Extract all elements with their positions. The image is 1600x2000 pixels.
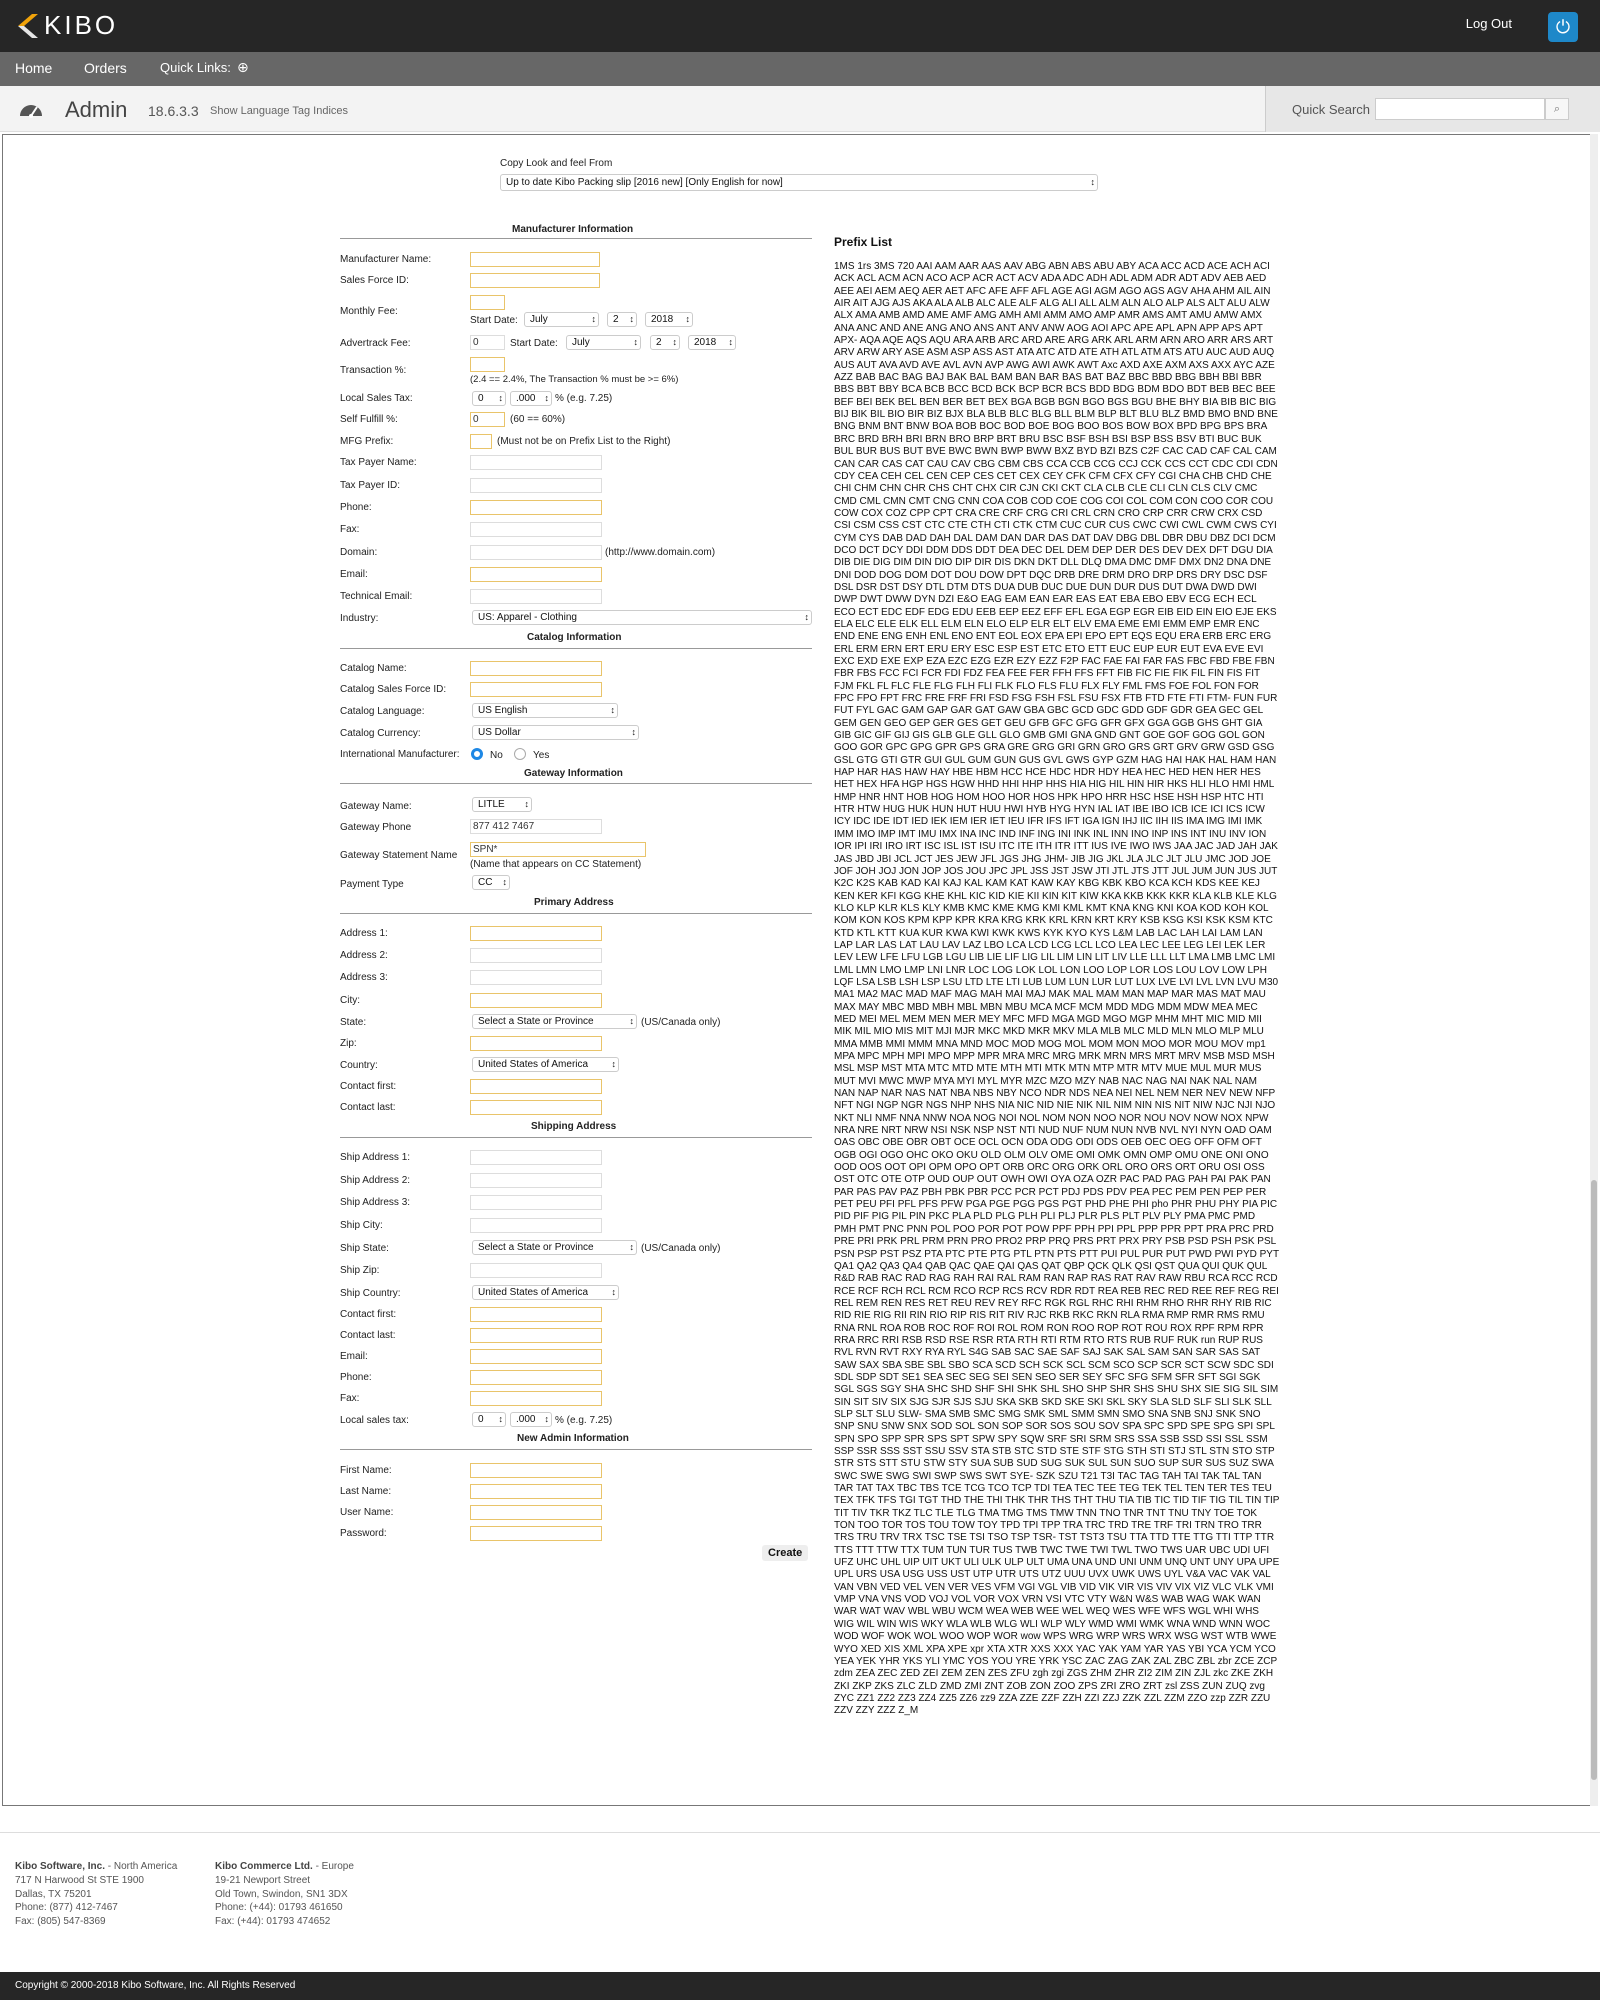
nav-home[interactable]: Home xyxy=(15,60,53,76)
na-address2: Dallas, TX 75201 xyxy=(15,1888,92,1900)
ship-city-input[interactable] xyxy=(470,1218,602,1233)
sales-force-id-input[interactable] xyxy=(470,273,600,288)
ship-address2-input[interactable] xyxy=(470,1173,602,1188)
transaction-input[interactable] xyxy=(470,357,505,372)
first-name-label: First Name: xyxy=(340,1465,392,1476)
transaction-note: (2.4 == 2.4%, The Transaction % must be >= 6%) xyxy=(470,374,679,385)
na-region: - North America xyxy=(105,1861,178,1872)
nav-bar xyxy=(0,52,1600,86)
tax-example-note: % (e.g. 7.25) xyxy=(555,393,613,404)
address3-label: Address 3: xyxy=(340,972,388,983)
gateway-phone-value: 877 412 7467 xyxy=(473,821,535,832)
tax-integer-select[interactable]: 0 ↕ xyxy=(472,391,506,406)
eu-fax: Fax: (+44): 01793 474652 xyxy=(215,1916,331,1928)
address1-label: Address 1: xyxy=(340,928,388,939)
intl-yes-label: Yes xyxy=(533,750,550,761)
gateway-statement-value: SPN* xyxy=(473,844,498,855)
footer-divider xyxy=(0,1832,1600,1833)
power-icon[interactable]: ⏻ xyxy=(1548,12,1578,42)
tax-payer-id-label: Tax Payer ID: xyxy=(340,480,401,491)
gateway-statement-label: Gateway Statement Name xyxy=(340,850,458,861)
email2-input[interactable] xyxy=(470,1349,602,1364)
gateway-phone-label: Gateway Phone xyxy=(340,822,412,833)
copy-look-label: Copy Look and feel From xyxy=(500,158,613,169)
eu-region: - Europe xyxy=(312,1861,354,1872)
address2-input[interactable] xyxy=(470,948,602,963)
section-new-admin: New Admin Information xyxy=(517,1433,629,1444)
ship-country-select[interactable]: United States of America ↕ xyxy=(472,1285,619,1300)
dashboard-gauge-icon xyxy=(18,98,44,120)
ship-tax-decimal-select[interactable]: .000 ↕ xyxy=(510,1412,552,1427)
last-name-label: Last Name: xyxy=(340,1486,392,1497)
kibo-logo[interactable] xyxy=(14,10,118,41)
divider xyxy=(340,1449,812,1450)
na-address1: 717 N Harwood St STE 1900 xyxy=(15,1874,144,1886)
first-name-input[interactable] xyxy=(470,1463,602,1478)
state-select[interactable]: Select a State or Province ↕ xyxy=(472,1014,637,1029)
catalog-sf-id-input[interactable] xyxy=(470,682,602,697)
monthly-fee-input[interactable] xyxy=(470,295,505,310)
divider xyxy=(340,783,812,784)
zip-label: Zip: xyxy=(340,1038,357,1049)
tax-payer-name-label: Tax Payer Name: xyxy=(340,457,417,468)
ship-address2-label: Ship Address 2: xyxy=(340,1175,411,1186)
address1-input[interactable] xyxy=(470,926,602,941)
prefix-list-title: Prefix List xyxy=(834,235,893,249)
ship-contact-first-label: Contact first: xyxy=(340,1309,397,1320)
address2-label: Address 2: xyxy=(340,950,388,961)
intl-yes-radio[interactable] xyxy=(514,748,526,760)
advertrack-month-select[interactable]: July ↕ xyxy=(566,335,641,350)
technical-email-label: Technical Email: xyxy=(340,591,413,602)
tax-decimal-select[interactable]: .000 ↕ xyxy=(510,391,552,406)
manufacturer-name-label: Manufacturer Name: xyxy=(340,254,432,265)
ship-contact-first-input[interactable] xyxy=(470,1307,602,1322)
transaction-label: Transaction %: xyxy=(340,365,407,376)
zip-input[interactable] xyxy=(470,1036,602,1051)
ship-zip-label: Ship Zip: xyxy=(340,1265,380,1276)
catalog-currency-label: Catalog Currency: xyxy=(340,728,421,739)
footer-north-america xyxy=(15,1860,177,1929)
fax-input[interactable] xyxy=(470,522,602,537)
password-label: Password: xyxy=(340,1528,387,1539)
user-name-label: User Name: xyxy=(340,1507,394,1518)
intl-manufacturer-label: International Manufacturer: xyxy=(340,749,460,760)
advertrack-day-select[interactable]: 2 ↕ xyxy=(650,335,680,350)
nav-quick-links[interactable]: Quick Links: xyxy=(160,60,231,75)
catalog-language-label: Catalog Language: xyxy=(340,706,425,717)
domain-input[interactable] xyxy=(470,545,602,560)
gateway-name-label: Gateway Name: xyxy=(340,801,412,812)
tax-payer-name-input[interactable] xyxy=(470,455,602,470)
user-name-input[interactable] xyxy=(470,1505,602,1520)
state-note: (US/Canada only) xyxy=(641,1017,721,1028)
quick-search-input[interactable] xyxy=(1375,98,1545,120)
catalog-name-input[interactable] xyxy=(470,661,602,676)
divider xyxy=(340,238,812,239)
state-label: State: xyxy=(340,1017,367,1028)
contact-first-label: Contact first: xyxy=(340,1081,397,1092)
ship-tax-integer-select[interactable]: 0 ↕ xyxy=(472,1412,506,1427)
eu-address1: 19-21 Newport Street xyxy=(215,1874,311,1886)
fax2-label: Fax: xyxy=(340,1393,360,1404)
section-catalog: Catalog Information xyxy=(527,632,622,643)
divider xyxy=(340,1137,812,1138)
self-fulfill-label: Self Fulfill %: xyxy=(340,414,398,425)
sales-force-id-label: Sales Force ID: xyxy=(340,275,409,286)
ship-state-select[interactable]: Select a State or Province ↕ xyxy=(472,1240,637,1255)
version-label: 18.6.3.3 xyxy=(148,103,199,119)
email2-label: Email: xyxy=(340,1351,368,1362)
password-input[interactable] xyxy=(470,1526,602,1541)
industry-label: Industry: xyxy=(340,613,379,624)
email-label: Email: xyxy=(340,569,368,580)
monthly-year-select[interactable]: 2018 ↕ xyxy=(645,312,693,327)
ship-tax-example-note: % (e.g. 7.25) xyxy=(555,1415,613,1426)
advertrack-fee-input[interactable] xyxy=(470,335,505,350)
gateway-name-select[interactable]: LITLE ↕ xyxy=(472,797,532,812)
city-label: City: xyxy=(340,995,360,1006)
catalog-name-label: Catalog Name: xyxy=(340,663,407,674)
manufacturer-name-input[interactable] xyxy=(470,252,600,267)
add-icon[interactable]: ⊕ xyxy=(237,59,249,75)
section-gateway: Gateway Information xyxy=(524,768,623,779)
intl-no-label: No xyxy=(490,750,503,761)
start-date-label: Start Date: xyxy=(470,315,518,326)
phone-label: Phone: xyxy=(340,502,372,513)
mfg-prefix-input[interactable] xyxy=(470,434,492,449)
section-manufacturer: Manufacturer Information xyxy=(512,224,634,235)
language-tag-link[interactable]: Show Language Tag Indices xyxy=(210,105,349,117)
ship-address1-label: Ship Address 1: xyxy=(340,1152,411,1163)
ship-state-note: (US/Canada only) xyxy=(641,1243,721,1254)
monthly-fee-label: Monthly Fee: xyxy=(340,306,398,317)
technical-email-input[interactable] xyxy=(470,589,602,604)
ship-zip-input[interactable] xyxy=(470,1263,602,1278)
divider xyxy=(340,913,812,914)
payment-type-label: Payment Type xyxy=(340,879,404,890)
ship-address1-input[interactable] xyxy=(470,1150,602,1165)
gateway-statement-input[interactable] xyxy=(470,842,646,857)
ship-contact-last-label: Contact last: xyxy=(340,1330,396,1341)
logout-link[interactable]: Log Out xyxy=(1465,16,1512,31)
phone2-input[interactable] xyxy=(470,1370,602,1385)
self-fulfill-note: (60 == 60%) xyxy=(510,414,566,425)
ship-address3-input[interactable] xyxy=(470,1195,602,1210)
local-sales-tax-label: Local Sales Tax: xyxy=(340,393,413,404)
eu-company: Kibo Commerce Ltd. xyxy=(215,1861,313,1872)
city-input[interactable] xyxy=(470,993,602,1008)
tax-payer-id-input[interactable] xyxy=(470,478,602,493)
nav-orders[interactable]: Orders xyxy=(84,60,127,76)
industry-select[interactable]: US: Apparel - Clothing ↕ xyxy=(472,610,812,625)
create-button[interactable]: Create xyxy=(762,1545,808,1561)
country-label: Country: xyxy=(340,1060,378,1071)
ship-city-label: Ship City: xyxy=(340,1220,383,1231)
prefix-list-text: 1MS 1rs 3MS 720 AAI AAM AAR AAS AAV ABG ABN ABS ABU ABY ACA ACC ACD ACE ACH ACI ACK ACL ACM ACN ACO ACP ACR ACT ACV ADA ADC ADH ADL ADM ADR ADT ADV AEB AED AEE AEI AEM AEQ AER AET AFC AFE AFF AFL AGE AGI AGM AGO AGS AGV AHA AHM AIL AIN AIR AIT AJG AJS AKA ALA ALB ALC ALE ALF ALG ALI ALL ALM ALN ALO ALP ALS ALT ALU ALW ALX AMA AMB AMD AME AMF AMG AMH AMI AMM AMO AMP AMR AMS AMT AMU AMW AMX ANA ANC AND ANE ANG ANO ANS ANT ANV ANW AOG AOI APC APE APL APN APP APS APT APX- AQA AQE AQS AQU ARA ARB ARC ARD ARE ARG ARK ARL ARM ARN ARO ARR ARS ART ARV ARW ARY ASE ASM ASP ASS AST ATA ATC ATD ATE ATH ATL ATM ATS ATU AUC AUD AUQ AUS AUT AVA AVD AVE AVL AVN AVP AWG AWI AWK AWT Axc AXD AXE AXM AXS AXX AYC AZE AZZ BAB BAC BAG BAJ BAK BAL BAM BAN BAR BAS BAT BAZ BBC BBD BBG BBH BBI BBR BBS BBT BBY BCA BCB BCC BCD BCK BCP BCR BCS BDD BDG BDM BDO BDT BEB BEC BEE BEF BEI BEK BEL BEN BER BET BEX BGA BGB BGN BGO BGS BGU BHE BHY BIA BIB BIC BIG BIJ BIK BIL BIO BIR BIZ BJX BLA BLB BLC BLG BLL BLM BLP BLT BLU BLZ BMD BMO BND BNE BNG BNM BNT BNW BOA BOB BOC BOD BOE BOG BOO BOS BOW BOX BPD BPG BPS BRA BRC BRD BRH BRI BRN BRO BRP BRT BRU BSC BSF BSH BSI BSP BSS BSV BTI BUC BUK BUL BUR BUS BUT BVE BWC BWN BWP BWW BXZ BYD BZI BZS C2F CAC CAD CAF CAL CAM CAN CAR CAS CAT CAU CAV CBG CBM CBS CCA CCB CCG CCJ CCK CCS CCT CDC CDI CDN CDY CEA CEH CEL CEN CEP CES CET CEX CEY CFK CFM CFX CFY CGI CHA CHB CHD CHE CHI CHM CHN CHR CHS CHT CHX CIR CJN CKI CKT CLA CLB CLE CLI CLN CLS CLV CMC CMD CML CMN CMT CNG CNN COA COB COD COE COG COI COL COM CON COO COR COU COW COX COZ CPP CPT CRA CRE CRF CRG CRI CRL CRN CRO CRP CRR CRW CRX CSD CSI CSM CSS CST CTC CTE CTH CTI CTK CTM CUC CUR CUS CWC CWI CWL CWM CWS CYI CYM CYS DAB DAD DAH DAL DAM DAN DAR DAS DAT DAV DBG DBL DBR DBU DBZ DCI DCM DCO DCT DCY DDI DDM DDS DDT DEA DEC DEL DEM DEP DER DES DEV DEX DFT DGU DIA DIB DIE DIG DIM DIN DIO DIP DIR DIS DKN DKT DLL DLQ DMA DMC DMF DMX DN2 DNA DNE DNI DOD DOG DOM DOT DOU DOW DPT DQC DRB DRE DRM DRO DRP DRS DRY DSC DSF DSL DSR DST DSY DTL DTM DTS DUA DUB DUC DUE DUN DUR DUS DUT DWA DWD DWI DWP DWT DWW DYN DZI E&O EAG EAM EAN EAR EAS EAT EBA EBO EBV ECG ECH ECL ECO ECT EDC EDF EDG EDU EEB EEP EEZ EFF EFL EGA EGP EGR EIB EID EIN EIO EJE EKS ELA ELC ELE ELK ELL ELM ELN ELO ELP ELR ELT ELV EMA EME EMI EMM EMP EMR ENC END ENE ENG ENH ENL ENO ENT EOL EOX EPA EPI EPO EPT EQS EQU ERA ERB ERC ERG ERL ERM ERN ERT ERU ERY ESC ESP EST ETC ETO ETT EUC EUP EUR EUT EVA EVE EVI EXC EXD EXE EXP EZA EZC EZG EZR EZY EZZ F2P FAC FAE FAI FAR FAS FBC FBD FBE FBN FBR FBS FCC FCI FCR FDI FDZ FEA FEE FER FFH FFS FFT FIB FIC FIE FIK FIL FIN FIS FIT FJM FKL FL FLC FLE FLG FLH FLI FLK FLO FLS FLU FLX FLY FML FMS FOE FOL FON FOR FPC FPO FPT FRC FRE FRF FRI FSD FSG FSH FSL FSU FSX FTB FTD FTE FTI FTM- FUN FUR FUT FYL GAC GAM GAP GAR GAT GAW GBA GBC GCD GDC GDD GDF GDR GEA GEC GEL GEM GEN GEO GEP GER GES GET GEU GFB GFC GFG GFR GFX GGA GGB GHS GHT GIA GIB GIC GIF GIJ GIS GLB GLE GLL GLO GMB GMI GNA GND GNT GOE GOF GOG GOL GON GOO GOR GPC GPG GPR GPS GRA GRE GRG GRI GRN GRO GRS GRT GRV GRW GSD GSG GSL GTG GTI GTR GUI GUL GUM GUN GUS GVL GWS GYP GZM HAG HAI HAK HAL HAM HAN HAP HAR HAS HAW HAY HBE HBM HCC HCE HDC HDR HDY HEA HEC HED HEN HER HES HET HEX HFA HGP HGS HGW HHD HHI HHP HHS HIA HIG HIL HIN HIR HKS HLI HLO HMI HML HMP HNR HNT HOB HOG HOM HOO HOR HOS HPK HPO HRR HSC HSE HSH HSP HTC HTI HTR HTW HUG HUK HUN HUT HUU HWI HYB HYG HYN IAL IAT IBE IBO ICB ICE ICI ICS ICW ICY IDC IDE IDT IED IEK IEM IER IET IEU IFR IFS IFT IGA IGN IHJ IIC IIH IIS IMA IMG IMI IMK IMM IMO IMP IMT IMU IMX INA INC IND INF ING INI INK INL INN INO INP INS INT INU INV ION IOR IPI IRI IRO IRT ISC ISL IST ISU ITC ITE ITH ITR ITT IUS IVE IWO IWS JAA JAC JAD JAH JAK JAS JBD JBI JCL JCT JES JEW JFL JGS JHG JHM- JIB JIG JKL JLA JLC JLT JLU JMC JOD JOE JOF JOH JOJ JON JOP JOS JOU JPC JPL JSS JST JSW JTI JTL JTS JTT JUL JUM JUN JUS JUT K2C K2S KAB KAD KAI KAJ KAL KAM KAT KAW KAY KBG KBK KBO KCA KCH KDS KEE KEJ KEN KER KFI KGG KHE KHL KIC KID KIE KII KIN KIT KIW KKA KKB KKK KKR KLA KLB KLE KLG KLO KLP KLR KLS KLY KMB KMC KME KMG KMI KML KMT KNA KNG KNI KOA KOD KOH KOL KOM KON KOS KPM KPP KPR KRA KRG KRK KRL KRN KRT KRY KSB KSG KSI KSK KSM KTC KTD KTL KTT KUA KUR KWA KWI KWK KWS KYK KYO KYS L&M LAB LAC LAH LAI LAM LAN LAP LAR LAS LAT LAU LAV LAZ LBO LCA LCD LCG LCL LCO LEA LEC LEE LEG LEI LEK LER LEV LEW LFE LFU LGB LGU LIB LIE LIF LIG LIL LIM LIN LIT LIV LLE LLL LLT LMA LMB LMC LMI LML LMN LMO LMP LNI LNR LOC LOG LOK LOL LON LOO LOP LOR LOS LOU LOV LOW LPH LQF LSA LSB LSH LSP LSU LTD LTE LTI LUB LUM LUN LUR LUT LUX LVE LVI LVL LVN LVU M30 MA1 MA2 MAC MAD MAF MAG MAH MAI MAJ MAK MAL MAM MAN MAP MAR MAS MAT MAU MAX MAY MBC MBD MBH MBL MBN MBU MCA MCF MCM MDD MDG MDM MDW MEA MEC MED MEI MEL MEM MEN MER MEY MFC MFD MGA MGD MGO MGP MHM MHT MIC MID MII MIK MIL MIO MIS MIT MJI MJR MKC MKD MKR MKV MLA MLB MLC MLD MLN MLO MLP MLU MMA MMB MMI MMM MNA MND MOC MOD MOG MOL MOM MON MOO MOR MOU MOV mp1 MPA MPC MPH MPI MPO MPP MPR MRA MRC MRG MRK MRN MRS MRT MRV MSB MSD MSH MSL MSP MST MTA MTC MTD MTE MTH MTI MTK MTN MTP MTR MTV MUE MUL MUR MUS MUT MVI MWC MWP MYA MYI MYL MYR MZC MZO MZY NAB NAC NAG NAI NAK NAL NAM NAN NAP NAR NAS NAT NBA NBS NBY NCO NDR NDS NEA NEI NEL NEM NER NEV NEW NFP NFT NGI NGP NGR NGS NHP NHS NIA NIC NID NIE NIK NIL NIM NIN NIS NIT NIW NJC NJI NJO NKT NLI NMF NNA NNW NOA NOG NOI NOL NOM NON NOO NOR NOU NOV NOW NOX NPW NRA NRE NRT NRW NSI NSK NSP NST NTI NUD NUF NUM NUN NVB NVL NYI NYN OAD OAM OAS OBC OBE OBR OBT OCE OCL OCN ODA ODG ODI ODS OEB OEC OEG OFF OFM OFT OGB OGI OGO OHC OKO OKU OLD OLM OLV OME OMI OMK OMN OMP OMU ONE ONI ONO OOD OOS OOT OPI OPM OPO OPT ORB ORC ORG ORK ORL ORO ORS ORT ORU OSI OSS OST OTC OTE OTP OUD OUP OUT OWH OWI OYA OZA OZR PAC PAD PAG PAH PAI PAK PAN PAR PAS PAV PAZ PBH PBK PBR PCC PCR PCT PDJ PDS PDV PEA PEC PEM PEN PEP PER PET PEU PFI PFL PFS PFW PGA PGE PGG PGS PGT PHD PHE PHI pho PHR PHU PHY PIA PIC PID PIF PIG PIL PIN PKC PLA PLD PLG PLH PLI PLJ PLR PLS PLT PLV PLY PMA PMC PMD PMH PMT PNC PNN POL POO POR POT POW PPF PPH PPI PPL PPP PPR PPT PRA PRC PRD PRE PRI PRK PRL PRM PRN PRO PRO2 PRP PRQ PRS PRT PRX PRY PSB PSD PSH PSK PSL PSN PSP PST PSZ PTA PTC PTE PTG PTL PTN PTS PTT PUI PUL PUR PUT PWD PWI PYD PYT QA1 QA2 QA3 QA4 QAB QAC QAE QAI QAS QAT QBP QCK QLK QSI QST QUA QUI QUK QUL R&D RAB RAC RAD RAG RAH RAI RAL RAM RAN RAP RAS RAT RAV RAW RBU RCA RCC RCD RCE RCF RCH RCL RCM RCO RCP RCS RCV RDR RDT REA REB REC RED REE REF REG REI REL REM REN RES RET REU REV REY RFC RGK RGL RHC RHI RHM RHO RHR RHY RIB RIC RID RIE RIG RII RIN RIO RIP RIS RIT RIV RJC RKB RKC RKN RLA RMA RMP RMR RMS RMU RNA RNL ROA ROB ROC ROF ROI ROL ROM RON ROO ROP ROT ROU ROX RPF RPM RPR RRA RRC RRI RSB RSD RSE RSR RTA RTH RTI RTM RTO RTS RUB RUF RUK run RUP RUS RVL RVN RVT RXY RYA RYL S4G SAB SAC SAE SAF SAJ SAK SAL SAM SAN SAR SAS SAT SAW SAX SBA SBE SBL SBO SCA SCD SCH SCK SCL SCM SCO SCP SCR SCT SCW SDC SDI SDL SDP SDT SE1 SEA SEC SEG SEI SEN SEO SER SEY SFC SFG SFM SFR SFT SGI SGK SGL SGS SGY SHA SHC SHD SHF SHI SHK SHL SHO SHP SHR SHS SHU SHX SIE SIG SIL SIM SIN SIT SIV SIX SJG SJR SJS SJU SKA SKB SKD SKE SKI SKL SKY SLA SLD SLF SLI SLK SLL SLP SLT SLU SLW- SMA SMB SMC SMG SMK SML SMM SMN SMO SNA SNB SNJ SNK SNO SNP SNU SNW SNX SOD SOL SON SOP SOR SOS SOU SOV SPA SPC SPD SPE SPG SPI SPL SPN SPO SPP SPR SPS SPT SPW SPY SQW SRF SRI SRM SRS SSA SSB SSD SSI SSL SSM SSP SSR SSS SST SSU SSV STA STB STC STD STE STF STG STH STI STJ STL STN STO STP STR STS STT STU STW STY SUA SUB SUD SUG SUK SUL SUN SUO SUP SUR SUS SUZ SWA SWC SWE SWG SWI SWP SWS SWT SYE- SZK SZU T21 T3I TAC TAG TAH TAI TAK TAL TAN TAR TAT TAX TBC TBS TCE TCG TCO TCP TDI TEA TEC TEE TEG TEK TEL TEN TER TES TEU TEX TFK TFS TGI TGT THD THE THI THK THR THS THT THU TIA TIB TIC TID TIF TIG TIL TIN TIP TIT TIV TKR TKZ TLC TLE TLG TMA TMG TMS TMW TNN TNO TNR TNT TNU TNY TOE TOK TON TOO TOR TOS TOU TOW TOY TPD TPI TPP TRA TRC TRD TRE TRF TRI TRN TRO TRR TRS TRU TRV TRX TSC TSE TSI TSO TSP TSR- TST TST3 TSU TTA TTD TTE TTG TTI TTP TTR TTS TTT TTW TTX TUM TUN TUR TUS TWB TWC TWE TWI TWL TWO TWS UAR UBC UDI UFI UFZ UHC UHL UIP UIT UKT ULI ULK ULP ULT UMA UNA UND UNI UNM UNQ UNT UNY UPA UPE UPL URS USA USG USS UST UTP UTR UTS UTZ UUU UVX UWK UWS UYL V&A VAC VAK VAL VAN VBN VED VEL VEN VER VES VFM VGI VGL VIB VID VIK VIR VIS VIV VIX VIZ VLC VLK VMI VMP VNA VNS VOD VOJ VOL VOR VOX VRN VSI VTC VTY W&N W&S WAB WAG WAK WAN WAR WAT WAV WBL WBU WCM WEA WEB WEE WEL WEQ WES WFE WFS WGL WHI WHS WIG WIL WIN WIS WKY WLA WLB WLG WLI WLP WLY WMD WMI WMK WNA WND WNN WOC WOD WOF WOK WOL WOO WOP WOR wow WPS WRG WRP WRS WRX WSG WST WTB WWE WYO XED XIS XML XPA XPE xpr XTA XTR XXS XXX YAC YAK YAM YAR YAS YBI YCA YCM YCO YEA YEK YHR YKS YLI YMC YOS YOU YRE YRK YSC ZAC ZAG ZAK ZAL ZBC ZBL zbr ZCE ZCP zdm ZEA ZEC ZED ZEI ZEM ZEN ZES ZFU zgh zgi ZGS ZHM ZHR ZI2 ZIM ZIN ZJL zkc ZKE ZKH ZKI ZKP ZKS ZLC ZLD ZMD ZMI ZNT ZOB ZON ZOO ZPS ZRI ZRO ZRT zsl ZSS ZUN ZUQ zvg ZYC ZZ1 ZZ2 ZZ3 ZZ4 ZZ5 ZZ6 zz9 ZZA ZZE ZZF ZZH ZZI ZZJ ZZK ZZL ZZM ZZO zzp ZZR ZZU ZZV ZZY ZZZ Z_M xyxy=(834,261,1280,1717)
contact-last-input[interactable] xyxy=(470,1100,602,1115)
ship-state-label: Ship State: xyxy=(340,1243,389,1254)
copy-look-select[interactable]: Up to date Kibo Packing slip [2016 new] [Only English for now] ↕ xyxy=(500,174,1098,191)
na-phone: Phone: (877) 412-7467 xyxy=(15,1902,118,1914)
search-icon[interactable]: ⌕ xyxy=(1545,98,1569,120)
contact-last-label: Contact last: xyxy=(340,1102,396,1113)
top-bar xyxy=(0,0,1600,52)
mfg-prefix-note: (Must not be on Prefix List to the Right) xyxy=(497,436,671,447)
advertrack-year-select[interactable]: 2018 ↕ xyxy=(688,335,736,350)
section-shipping-address: Shipping Address xyxy=(531,1121,617,1132)
local-sales-tax2-label: Local sales tax: xyxy=(340,1415,409,1426)
ship-country-label: Ship Country: xyxy=(340,1288,401,1299)
fax-label: Fax: xyxy=(340,524,360,535)
fax2-input[interactable] xyxy=(470,1391,602,1406)
eu-address2: Old Town, Swindon, SN1 3DX xyxy=(215,1888,348,1900)
country-select[interactable]: United States of America ↕ xyxy=(472,1057,619,1072)
payment-type-select[interactable]: CC ↕ xyxy=(472,875,510,890)
intl-no-radio[interactable] xyxy=(471,748,483,760)
self-fulfill-value: 0 xyxy=(473,414,479,425)
email-input[interactable] xyxy=(470,567,602,582)
scrollbar-thumb[interactable] xyxy=(1591,1180,1597,1780)
logo-text: KIBO xyxy=(44,10,119,40)
eu-phone: Phone: (+44): 01793 461650 xyxy=(215,1902,343,1914)
na-fax: Fax: (805) 547-8369 xyxy=(15,1916,106,1928)
catalog-sf-id-label: Catalog Sales Force ID: xyxy=(340,684,447,695)
monthly-month-select[interactable]: July ↕ xyxy=(524,312,599,327)
phone-input[interactable] xyxy=(470,500,602,515)
section-primary-address: Primary Address xyxy=(534,897,614,908)
catalog-language-select[interactable]: US English ↕ xyxy=(472,703,618,718)
last-name-input[interactable] xyxy=(470,1484,602,1499)
self-fulfill-input[interactable] xyxy=(470,412,505,427)
gateway-phone-input[interactable] xyxy=(470,819,602,834)
footer-europe xyxy=(215,1860,354,1929)
kibo-logo-mark xyxy=(14,12,40,40)
statement-note: (Name that appears on CC Statement) xyxy=(470,859,642,870)
domain-note: (http://www.domain.com) xyxy=(605,547,716,558)
quick-search-label: Quick Search xyxy=(1292,102,1371,117)
advertrack-fee-label: Advertrack Fee: xyxy=(340,338,411,349)
divider xyxy=(340,648,812,649)
na-company: Kibo Software, Inc. xyxy=(15,1861,106,1872)
contact-first-input[interactable] xyxy=(470,1079,602,1094)
address3-input[interactable] xyxy=(470,970,602,985)
advertrack-fee-value: 0 xyxy=(473,337,479,348)
ship-address3-label: Ship Address 3: xyxy=(340,1197,411,1208)
mfg-prefix-label: MFG Prefix: xyxy=(340,436,394,447)
catalog-currency-select[interactable]: US Dollar ↕ xyxy=(472,725,639,740)
start-date-label-2: Start Date: xyxy=(510,338,558,349)
domain-label: Domain: xyxy=(340,547,378,558)
ship-contact-last-input[interactable] xyxy=(470,1328,602,1343)
page-title: Admin xyxy=(65,97,128,122)
phone2-label: Phone: xyxy=(340,1372,372,1383)
monthly-day-select[interactable]: 2 ↕ xyxy=(607,312,637,327)
copyright: Copyright © 2000-2018 Kibo Software, Inc. All Rights Reserved xyxy=(0,1972,1600,2000)
